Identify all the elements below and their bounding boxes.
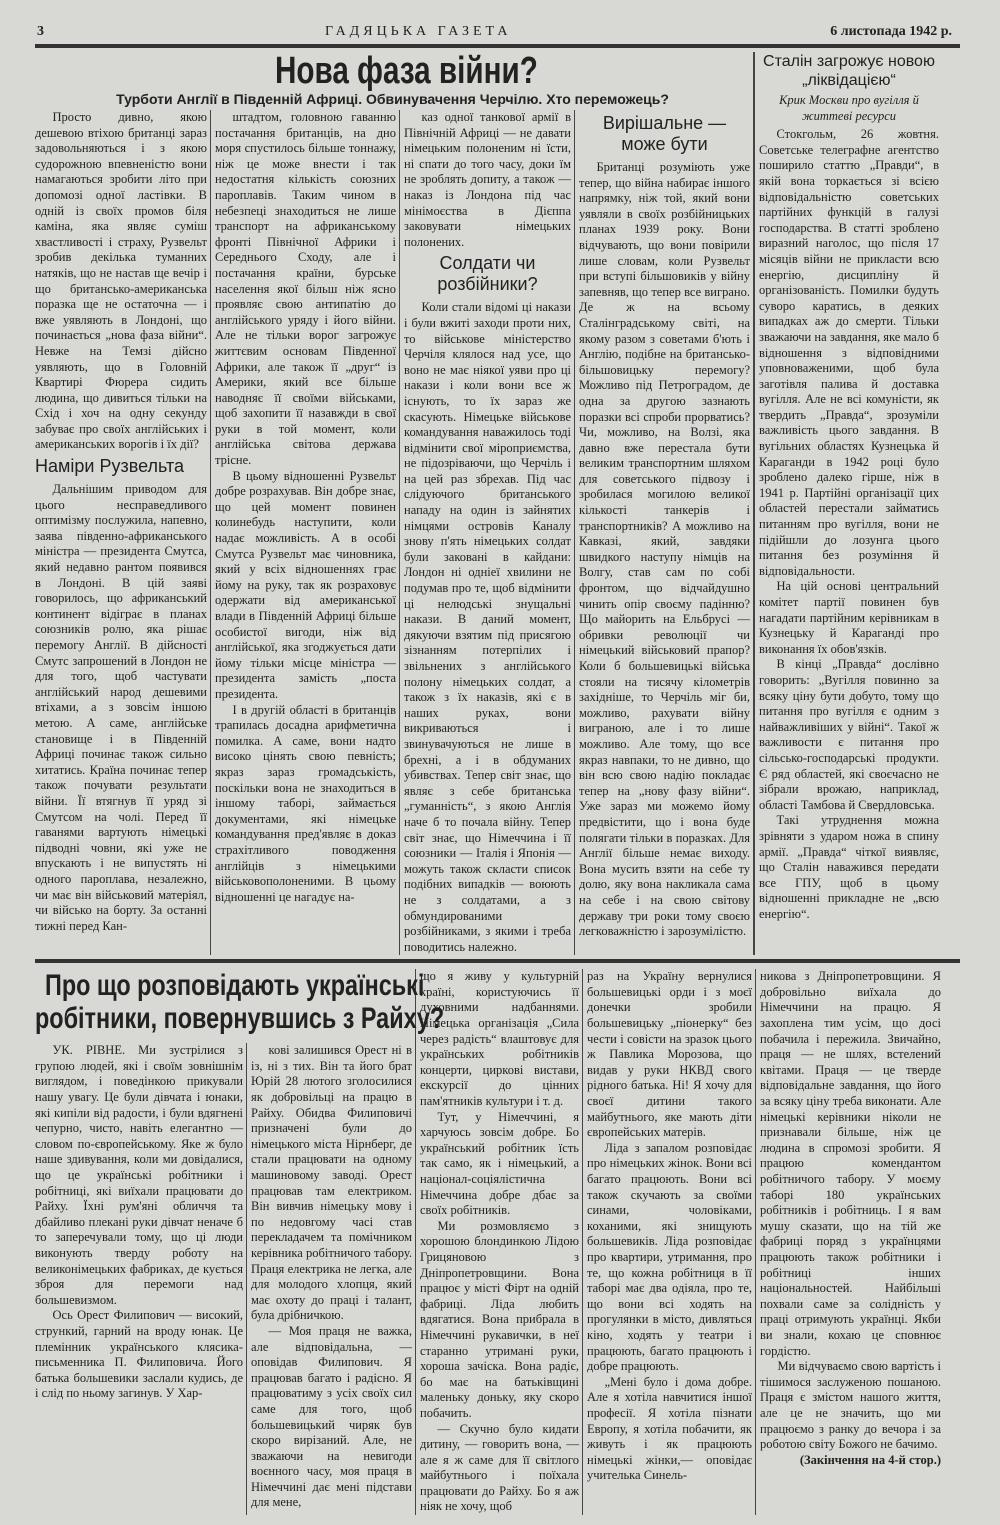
main-col-2: штадтом, головною гаванню постачання британців, на дно моря спустилось більше тоннажу, ніж це може внести і так недостатня кількість союзних пароплавів. Таким чином в небезпеці знаходиться не лише транспорт на африканському фронті Північної Африки і Середнього Сходу, але і постачання країни, бурське населення якої більш ніж ясно проявляє свою антипатію до англійського уряду і його війни. Але не тільки ворог загрожує життєвим основам Південної Африки, але також її „друг“ із Америки, який все більше наводняє її своїми військами, щоб захопити її назавжди в свої руки в той момент, коли англійська світова держава тріснe. В цьому відношенні Рузвельт добре розрахував. Він добре знає, що цей момент повинен колинебудь наступити, коли надає можливість. А в особі Смутса Рузвельт має чиновника, який у всіх відношеннях грає йому на руку, так як розраховує одержати від американської влади в Південній Африці більше особистої вигоди, ніж від англійської, яка згоджується дати йому тільки місце міністра — президента замість „поста президента. І в другій області в британців трапилась досадна арифметична помилка. А саме, вони надто високо цінять свою певність; якраз зараз громадськість, поскільки вона не знаходиться в іншому таборі, займається документами, які німецьке командування пред'являє в доказ страхітливого поводження англійців з німецькими військовополоненими. В цьому відношенні це нагадує на- bbox=[210, 110, 396, 955]
section-rule bbox=[35, 959, 960, 963]
top-section bbox=[35, 52, 960, 955]
subhead-decisive: Вирішальне — може бути bbox=[602, 113, 727, 154]
bottom-headline-line-2: робітники, повернувшись з Райху? bbox=[35, 1002, 445, 1036]
main-subheadline: Турботи Англії в Південній Африці. Обвинувачення Черчілю. Хто переможець? bbox=[116, 91, 669, 107]
subhead-soldiers: Солдати чи розбійники? bbox=[437, 253, 538, 295]
bottom-headline-line-1: Про що розповідають українські bbox=[45, 969, 425, 1003]
masthead bbox=[35, 24, 960, 44]
main-heading-block bbox=[35, 52, 750, 110]
page-number: 3 bbox=[37, 24, 44, 39]
masthead-rule bbox=[35, 44, 960, 48]
bottom-col-4: раз на Україну вернулися большевицькі орди і з моєї донечки зробили большевицьку „піонерку“ без чести і совісти на зразок цього ж Павлика Морозова, що видав у руки НКВД свого рідного батька. Ні! Я хочу для своєї дитини такого майбутнього, яке мають діти європейських матерів. Ліда з запалом розповідає про німецьких жінок. Вони всі багато працюють. Вони всі також скучають за своїми синами, чоловіками, коханими, які знищують большевиків. Ліда розповідає про квартири, утримання, про те, що кожна робітниця в її таборі має два одіяла, про те, що вони всі ходять на прогулянки в місто, дивляться кіно, ходять у театри і працюють, багато працюють і добре працюють. „Мені було і дома добре. Але я хотіла навчитися іншої професії. Я хотіла пізнати Европу, я хотіла побачити, як живуть і як працюють німецькі жінки,— оповідає учителька Синель- bbox=[582, 969, 752, 1515]
bottom-col-5: никова з Дніпропетровщини. Я добровільно виїхала до Німеччини на працю. Я захоплена тим усім, що досі побачила і пережила. Звичайно, праця — не шлях, встелений квітами. Праця — це тверде відповідальне завдання, що його за всяку ціну треба виконати. Але німецькі керівники ніколи не признавали більше, ніж це людина в спромозі зробити. Я працюю комендантом робітничого табору. У моєму таборі 180 українських робітників і робітниць. І я вам мушу сказати, що на тій же фабриці поряд з українцями працюють також робітники і робітниці інших національностей. Найбільші похвали саме за солідність у праці отримують українці. Якби ви знали, кохаю це сповнює гордістю. Ми відчуваємо свою вартість і тішимося заслуженою пошаною. Праця є змістом нашого життя, але це не значить, що ми працюємо з ранку до вечора і за роботою світу Божого не бачимо. (Закінчення на 4-й стор.) bbox=[755, 969, 941, 1515]
main-col-1: Просто дивно, якою дешевою втіхою британці зараз задовольняються і з якою судорожною впевненістю вони намагаються зробити літо при допомозі одної ластівки. В одній із своїх промов біля каміна, яка являє суміш хвастливості і страху, Рузвельт зробив декілька туманних натяків, що не настав ще вечір і що британсько-американська поразка ще не остаточна — і вже уявляють в Лондоні, що починається „нова фаза війни“. Невже на Темзі дійсно уявляють, що в Головній Квартирі Фюрера сидить людина, що дивиться тільки на Схід і хоч на одну секунду забуває про своїх англійських і американських ворогів і їх дії? Наміри Рузвельта Дальнішим приводом для цього несправедливого оптимізму послужила, напевно, заява південно-африканського міністра — президента Смутса, який недавно рантом появився в Лондоні. В цій заяві говорилось, що африканський континент відіграє в планах союзників ролю, яка рішає перемогу Англії. В дійсності Смутс запрошений в Лондон не для того, щоб частувати англійський народ дешевими втіхами, а з зовсім іншою метою. А саме, англійське становище і в Південній Африці починає також сильно хитатись. Країна починає тепер також почувати результати війни. Її втягнув її уряд зі Смутсом на чолі. Перед її гаванями вартують німецькі підводні човни, які уже не впускають і не випустять ні одного пароплава, незалежно, чи має він військовий матеріял, чи військо на борту. За останні тижні перед Кан- bbox=[35, 110, 207, 933]
main-col-3: каз одної танкової армії в Північній Африці — не давати німецьким полоненим ні їсти, ні спати до того часу, доки їм не зроблять допиту, а також — наказ із Лондона під час мінімоєства в Дієппа заковувати німецьких полонених. Солдати чи розбійники? Коли стали відомі ці накази і були вжиті заходи проти них, то військове міністерство Черчіля клялося над усе, що воно не має ніякої уяви про ці накази і коли вони все ж існують, то їх зараз же скасують. Німецьке військове командування наважилось тоді відмінити свої мірoприємства, не підозріваючи, що Черчіль і на цей раз збрехав. Під час слідуючого британського нападу на один із зайнятих німцями островів Каналу знову п'ять німецьких солдат були закованi в кайдани: Лондон ні одніеї хвилини не подумав про те, щоб відмінити ці нелюдські знущальні накази. В даний момент, дякуючи взятим під присягою зізнанням потерпілих і звільнених з англійського полону німецьких солдат, а також з їх наказів, які є в наших руках, вони викриваються і звинувачуються не лише в брехні, а і в обдуманих убивствах. Тепер світ знає, що являє з себе британська „гуманність“, з якою Англія наче б то почала війну. Тепер світ знає, що Німеччина і її союзники — Італія і Японія — можуть також скласти список подібних випадків — воюють не з солдатами, а з обмундированими розбійниками, з якими і треба поводитись належно. bbox=[399, 110, 571, 955]
main-headline: Нова фаза війни? bbox=[275, 50, 538, 92]
bottom-col-1: УК. РІВНЕ. Ми зустрілися з групою людей, які і своїм зовнішнім виглядом, і поведінкою прикували нашу увагу. Це були дівчата і юнаки, які кипіли від радости, і були вдягнені чепурно, чисто, навіть елегантно — словом по-європейському. Яке ж було наше здивування, коли ми довідалися, що це українські робітники і робітниці, які виїхали працювати до Райху. Їхні рум'яні обличчя та дбайливо плекані руки дівчат неначе б то заперечували тому, що ці люди виконують тверду роботу на великонімецьких фабриках, де кується зброя для перемоги над большевизмом. Ось Орест Филипович — високий, стрункий, гарний на вроду юнак. Це племінник українського клясика-письменника П. Филиповича. Його батька большевики заслали кудись, де і слід по ньому загинув. У Хар- bbox=[35, 1043, 243, 1401]
bottom-col-2: кові залишився Орест ні в із, ні з тих. Він та його брат Юрій 28 лютого зголосилися як добровільці на працю в Райху. Обидва Филиповичі призначені були до німецького міста Нірнберг, де стали працювати на одному машиновому заводі. Орест працював там електриком. Він вивчив німецьку мову і по недовгому часі став перекладачем та помічником керівника робітничого табору. Праця електрика не легка, але для молодого хлопця, який має охоту до праці і талант, була дрібничкою. — Моя праця не важка, але відповідальна, — оповідав Филипович. Я працював багато і радісно. Я працюватиму з усіх своїх сил саме для того, щоб большевицький чиряк був скоро вирізаний. Але, не зважаючи на невигоди воєнного часу, моя праця в Німеччині дає мені підстави для мене, bbox=[246, 1043, 412, 1515]
main-col-4: Вирішальне — може бути Британці розуміють уже тепер, що війна набирає іншого напрямку, ніж той, який вони уявляли в своїх розбійницьких планах 1939 року. Вони відчувають, що вони повірили лише словам, коли Рузвельт при вступі більшовиків у війну запевняв, що тепер все виграно. Де ж на всьому Сталінградському світі, на якому разом з советами б'ють і Англію, подібне на британсько-більшовицьку перемогу? Можливо під Петроградом, де одна за другою зазнають поразки всі спроби прорватись? Чи, можливо, на Волзі, яка давно вже перестала бути великим транспортним шляхом для советського підвозу і зробилася могилою великої кількості танкерів і транспортників? А можливо на Кавказі, який, завдяки швидкого наступу німців на Волгу, став сам по собі фронтом, що відчайдушно чинить опір своєму падінню? Що майорить на Ельбрусі — обривки революції чи німецький військовий прапор? Коли б большевицькі війська стояли на тисячу кілометрів західніше, то Черчіль міг би, можливо, рахувати війну виграною, але і то лише можливо. Але тому, що все якраз навпаки, то не дивно, що він всю свою надію покладає тепер на „нову фазу війни“. Уже зараз ми можемо йому предвістити, що і вона буде полягати тільки в поразках. Для Англії більше немає виходу. Вона мусить взяти на себе ту долю, яку вона накликала сама на себе і на свою світову державу три роки тому своєю легковажністю і зарозумілістю. bbox=[574, 110, 750, 955]
side-subheadline: Крик Москви про вугілля й життеві ресурси bbox=[779, 93, 919, 123]
side-headline: Сталін загрожує новою „ліквідацією“ bbox=[763, 53, 935, 89]
subhead-roosevelt: Наміри Рузвельта bbox=[35, 456, 185, 477]
continued-note: (Закінчення на 4-й стор.) bbox=[799, 1452, 941, 1467]
bottom-section bbox=[35, 969, 960, 1515]
issue-date: 6 листопада 1942 р. bbox=[830, 24, 952, 39]
newspaper-title: ГАДЯЦЬКА ГАЗЕТА bbox=[325, 24, 512, 39]
bottom-col-3: що я живу у культурній країні, користуючись її духовними надбаннями. Німецька організація „Сила через радість“ влаштовує для українських робітників концерти, циркові вистави, екскурсії до цінних пам'ятників культури і т. д. Тут, у Німеччині, я харчуюсь зовсім добре. Бо український робітник їсть так само, як і німецький, а націонал-соціялістична Німеччина добре дбає за своїх робітників. Ми розмовляємо з хорошою блондинкою Лідою Грицяновою з Дніпропетровщини. Вона працює у місті Фірт на одній фабриці. Ліда любить вдягатися. Вона прибрала в Німеччині рукавички, в неї старанно утримані руки, хороша зачіска. Вона радіє, бо має на батьківщині маленьку доньку, яку скоро побачить. — Скучно було кидати дитину, — говорить вона, — але я ж саме для її світлого майбутнього і поїхала працювати до Райху. Бо я аж ніяк не хочу, щоб bbox=[415, 969, 579, 1515]
bottom-heading-block bbox=[35, 969, 445, 1039]
side-article: Сталін загрожує новою „ліквідацією“ Крик Москви про вугілля й життеві ресурси Стокгольм, 26 жовтня. Советське телеграфне агентство поширило статтю „Правди“, в якій вона торкається зі всією відповідальністю советських партійних функцій в галузі господарства. В статті зроблено виразний наголос, що після 17 місяців війни не прикласти всю енергію, дисципліну й організованість. Помилки будуть суворо каратись, в деяких випадках аж до смерти. Тільки зважаючи на завдання, яке мало б відношення з відповідними уповноваженими, щоб була заготівля палива й доставка вугілля. Але не всі комуністи, як твердить „Правда“, зрозуміли важливість цього завдання. В вугільних областях Кузнецька й Караганди в 1942 році було зроблено далеко гірше, ніж в 1941 р. Партійні організації цих областей перестали займатись питанням про вугілля, вони не підійшли до лозунга цього питання без розуміння й відповідальности. На цій основі центральний комітет партії повинен був нагадати партійним керівникам в Кузнецьку й Караганді про виконання їх обов'язків. В кінці „Правда“ дослівно говорить: „Вугілля повинно за всяку ціну бути добуто, тому що питання про вугілля є одним з найважливіших у війні“. Такої ж важливости є питання про сільсько-господарські продукти. Є ряд областей, які своєчасно не зібрали врожаю, наприклад, області Тамбова й Свердловська. Такі утруднення можна зрівняти з ударом ножа в спину армії. „Правда“ чіткої виявляє, що Сталін наважився передати все ГПУ, щоб в цьому відношенні прикладне не „всю енергію“. bbox=[753, 52, 939, 955]
